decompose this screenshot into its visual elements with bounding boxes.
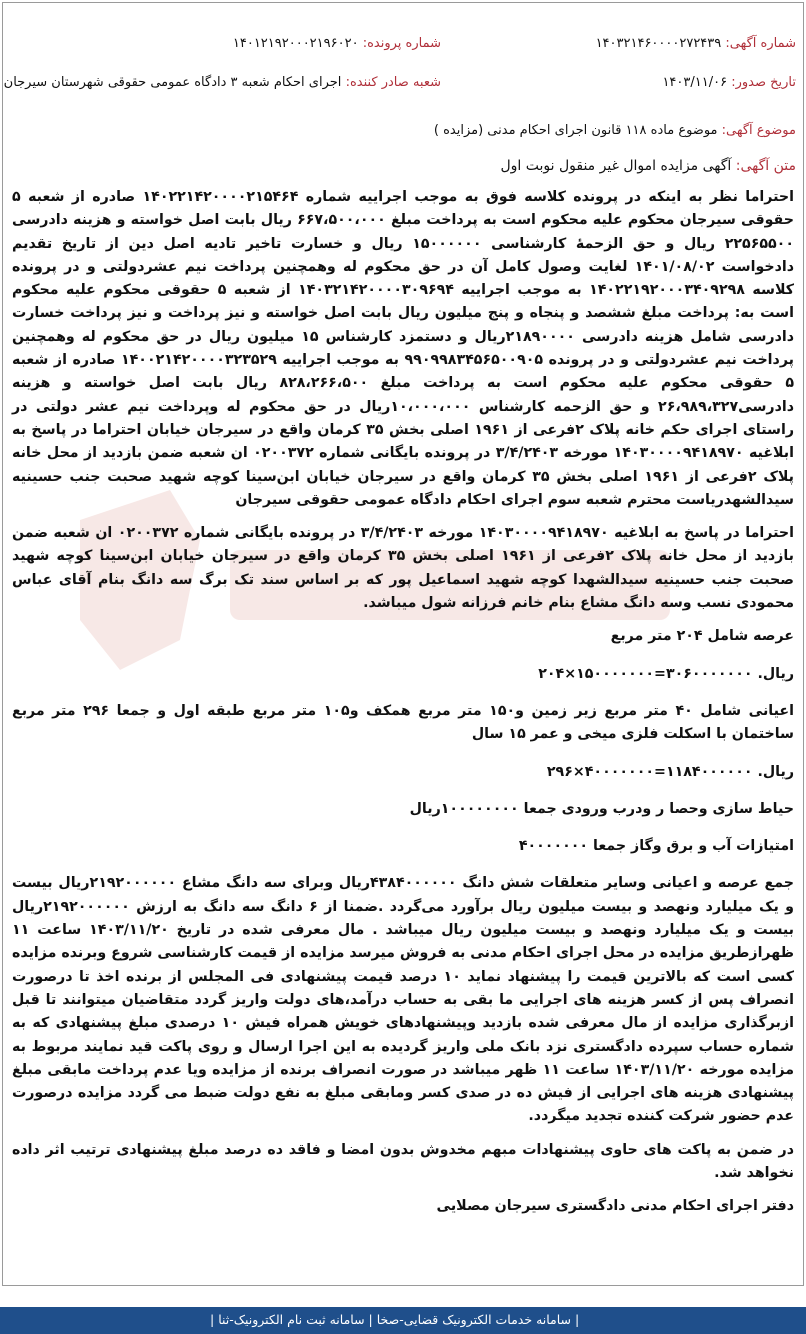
footer-separator: | <box>210 1312 215 1327</box>
issuing-branch-label: شعبه صادر کننده: <box>345 75 441 90</box>
issue-date-label: تاریخ صدور: <box>731 75 796 90</box>
case-number <box>233 36 441 51</box>
footer-link-sakha[interactable]: سامانه خدمات الکترونیک قضایی-صخا <box>376 1312 572 1327</box>
notice-number <box>596 36 796 51</box>
paragraph-2: احتراما در پاسخ به ابلاغیه ۱۴۰۳۰۰۰۰۹۴۱۸۹۷۰ مورخه ۳/۴/۲۴۰۳ در پرونده بایگانی شماره ۰۲۰۰۳۷۲ ان شعبه ضمن بازدید از محل خانه پلاک ۲فرعی از ۱۹۶۱ اصلی بخش ۳۵ کرمان واقع در سیرجان خیابان ابن‌سینا کوچه شهید صحبت جنب حسینیه سیدالشهدا کوچه شهید اسماعیل پور که بر اساس سند تک برگ سه دانگ بنام آقای عباس محمودی نسب وسه دانگ مشاع بنام خانم فرزانه شول میباشد. <box>12 525 795 612</box>
paragraph-yard: حیاط سازی وحصا ر ودرب ورودی جمعا ۱۰۰۰۰۰۰۰۰ریال <box>409 800 794 817</box>
notice-text-title <box>500 158 796 174</box>
paragraph-building-value: ریال. ۱۱۸۴۰۰۰۰۰۰=۴۰۰۰۰۰۰۰×۲۹۶ <box>546 763 794 780</box>
paragraph-utilities: امتیازات آب و برق وگاز جمعا ۴۰۰۰۰۰۰۰ <box>518 838 794 855</box>
paragraph-total: جمع عرصه و اعیانی وسایر متعلقات شش دانگ ۴۳۸۴۰۰۰۰۰۰ریال وبرای سه دانگ مشاع ۲۱۹۲۰۰۰۰۰۰ریال بیست و یک میلیارد ونهصد و بیست میلیون ریال برآورد می‌گردد .ضمنا از ۶ دانگ سه دانگ به ارزش ۲۱۹۲۰۰۰۰۰۰ریال بیست و یک میلیارد ونهصد و بیست میلیون ریال میباشد . مال معرفی شده در تاریخ ۱۴۰۳/۱۱/۲۰ ساعت ۱۱ ظهرازطریق مزایده در محل اجرای احکام مدنی به فروش میرسد مزایده از قیمت کارشناسی شروع وبرنده مزایده کسی است که بالاترین قیمت را پیشنهاد نماید ۱۰ درصد قیمت پیشنهادی فی المجلس از برنده اخذ تا درصورت انصراف پس از کسر هزینه های اجرایی ما بقی به حساب درآمد،های دولت واریز گردد متقاضیان میتوانند تا قبل ازبرگذاری مزایده از مال معرفی شده بازدید وپیشنهادهای خویش همراه فیش ۱۰ درصدی مبلغ پیشنهادی که به شماره حساب سپرده دادگستری نزد بانک ملی واریز گردیده به این اجرا ارسال و روی پاکت قید نمایند مربوط به مزایده مورخه ۱۴۰۳/۱۱/۲۰ ساعت ۱۱ ظهر میباشد در صورت انصراف برنده از مزایده ویا عدم پرداخت مابقی مبلغ پیشنهادی هزینه های اجرایی از فیش ده در صدی کسر ومابقی مبلغ به نفع دولت ضبط می گردد مزایده درصورت عدم حضور شرکت کننده تجدید میگردد. <box>12 875 794 1125</box>
paragraph-land-area: عرصه شامل ۲۰۴ متر مربع <box>610 628 794 645</box>
case-number-label: شماره پرونده: <box>362 36 441 51</box>
issuing-branch-value: اجرای احکام شعبه ۳ دادگاه عمومی حقوقی شهرستان سیرجان <box>3 75 342 90</box>
footer-links <box>210 1312 579 1327</box>
paragraph-signature: دفتر اجرای احکام مدنی دادگستری سیرجان مصلایی <box>436 1198 794 1215</box>
issuing-branch <box>4 75 441 90</box>
footer-separator: | <box>368 1312 373 1327</box>
notice-text-value: آگهی مزایده اموال غیر منقول نوبت اول <box>500 158 732 174</box>
notice-text-label: متن آگهی: <box>735 158 796 174</box>
issue-date <box>662 75 796 90</box>
notice-number-label: شماره آگهی: <box>725 36 796 51</box>
issue-date-value: ۱۴۰۳/۱۱/۰۶ <box>662 75 728 90</box>
footer-separator: | <box>575 1312 580 1327</box>
paragraph-1: احتراما نظر به اینکه در پرونده کلاسه فوق به موجب اجراییه شماره ۱۴۰۲۲۱۴۲۰۰۰۰۲۱۵۴۶۴ صادره از شعبه ۵ حقوقی سیرجان محکوم علیه محکوم است به پرداخت مبلغ ۶۶۷،۵۰۰،۰۰۰ ریال بابت اصل خواسته و هزینه دادرسی ۲۲۵۶۵۵۰۰ ریال و حق الزحمهٔ کارشناسی ۱۵۰۰۰۰۰۰ ریال و خسارت تاخیر تادیه اصل دین از تاریخ تقدیم دادخواست ۱۴۰۱/۰۸/۰۲ لغایت وصول کامل آن در حق محکوم له وهمچنین پرداخت نیم عشردولتی و در پرونده کلاسه ۱۴۰۲۲۱۹۲۰۰۰۳۴۰۹۲۹۸ به موجب اجراییه ۱۴۰۳۲۱۴۲۰۰۰۰۳۰۹۶۹۴ از شعبه ۵ حقوقی محکوم علیه محکوم است به: پرداخت مبلغ ششصد و پنجاه و پنج میلیون ریال بابت اصل خواسته و نیز پرداخت و نیز پرداخت خسارت دادرسی شامل هزینه دادرسی ۲۱۸۹۰۰۰۰ریال و دستمزد کارشناس ۱۵ میلیون ریال در حق محکوم له وهمچنین پرداخت نیم عشردولتی و در پرونده ۹۹۰۹۹۸۳۴۵۶۵۰۰۹۰۵ به موجب اجراییه ۱۴۰۰۲۱۴۲۰۰۰۰۳۲۳۵۲۹ صادره از شعبه ۵ حقوقی محکوم علیه محکوم است به پرداخت مبلغ ۸۲۸،۲۶۶،۵۰۰ ریال بابت اصل خواسته و هزینه دادرسی۲۶،۹۸۹،۳۲۷ و حق الزحمه کارشناس ۱۰،۰۰۰،۰۰۰ریال در حق محکوم له وپرداخت نیم عشر دولتی در راستای اجرای حکم خانه پلاک ۲فرعی از ۱۹۶۱ اصلی بخش ۳۵ کرمان واقع در سیرجان خیابان احتراما در پاسخ به ابلاغیه ۱۴۰۳۰۰۰۰۹۴۱۸۹۷۰ مورخه ۳/۴/۲۴۰۳ در پرونده بایگانی شماره ۰۲۰۰۳۷۲ ان شعبه ضمن بازدید از محل خانه پلاک ۲فرعی از ۱۹۶۱ اصلی بخش ۳۵ کرمان واقع در سیرجان خیابان ابن‌سینا کوچه شهید صحبت جنب حسینیه سیدالشهدریاست محترم شعبه سوم اجرای احکام دادگاه عمومی حقوقی سیرجان <box>12 189 795 508</box>
subject-label: موضوع آگهی: <box>721 123 796 138</box>
notice-body <box>12 186 794 1219</box>
subject <box>434 123 796 138</box>
notice-number-value: ۱۴۰۳۲۱۴۶۰۰۰۰۲۷۲۴۳۹ <box>595 36 722 51</box>
paragraph-note: در ضمن به پاکت های حاوی پیشنهادات مبهم مخدوش بدون امضا و فاقد ده درصد مبلغ پیشنهادی ترتیب اثر داده نخواهد شد. <box>12 1141 794 1181</box>
subject-value: موضوع ماده ۱۱۸ قانون اجرای احکام مدنی (مزایده ) <box>433 123 718 138</box>
paragraph-land-value: ریال. ۳۰۶۰۰۰۰۰۰۰=۱۵۰۰۰۰۰۰۰×۲۰۴ <box>538 665 794 682</box>
paragraph-building: اعیانی شامل ۴۰ متر مربع زیر زمین و۱۵۰ متر مربع همکف و۱۰۵ متر مربع طبقه اول و جمعا ۲۹۶ متر مربع ساختمان با اسکلت فلزی میخی و عمر ۱۵ سال <box>12 702 794 743</box>
case-number-value: ۱۴۰۱۲۱۹۲۰۰۰۲۱۹۶۰۲۰ <box>232 36 359 51</box>
footer-link-sana[interactable]: سامانه ثبت نام الکترونیک-ثنا <box>218 1312 365 1327</box>
footer-bar <box>0 1307 806 1334</box>
